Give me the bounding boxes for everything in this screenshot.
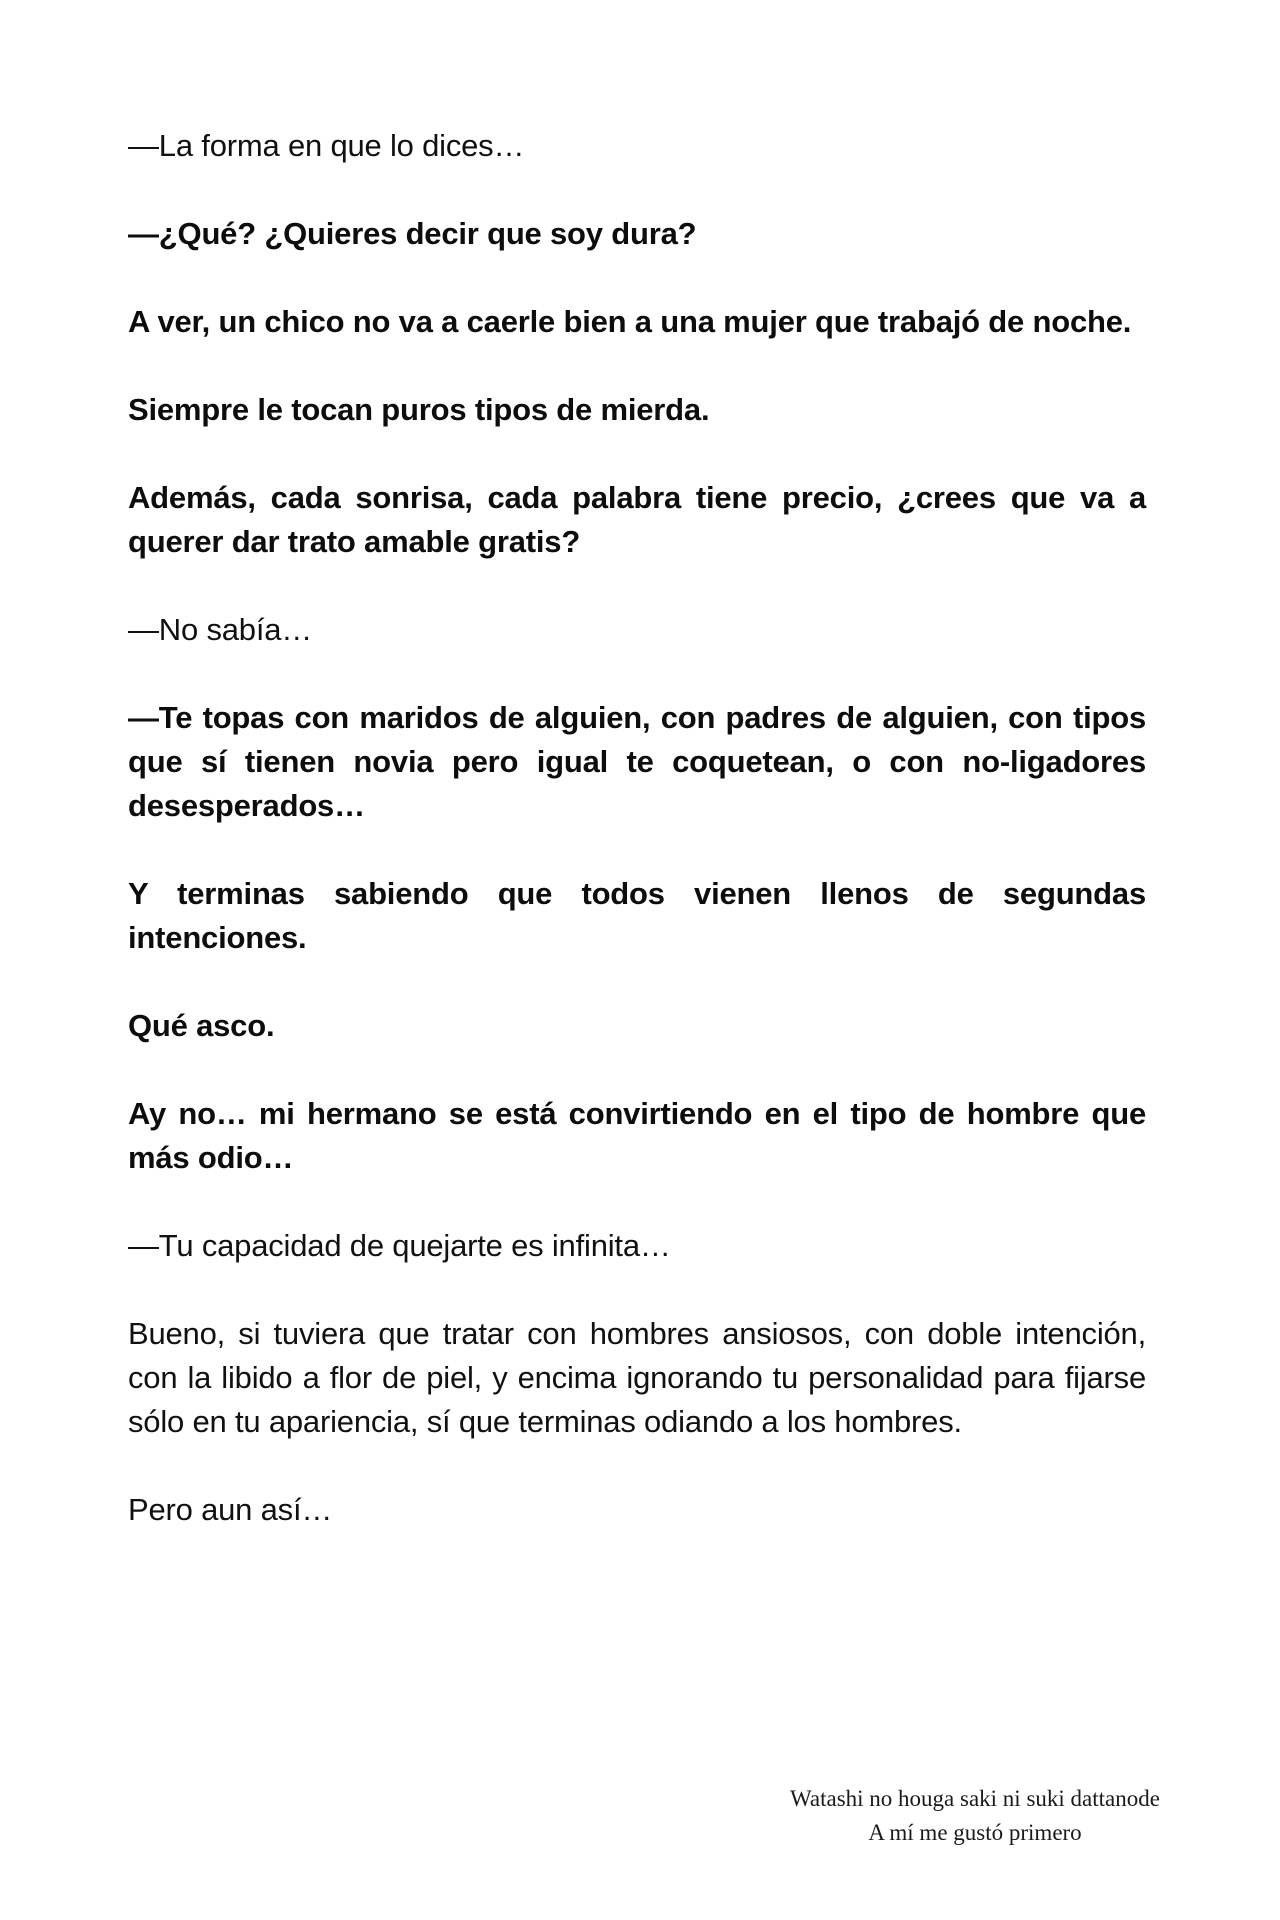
paragraph-10: Ay no… mi hermano se está convirtiendo en el tipo de hombre que más odio… [128,1096,1146,1175]
document-page [128,124,1146,1576]
paragraph-4: Siempre le tocan puros tipos de mierda. [128,392,710,427]
paragraph-12: Bueno, si tuviera que tratar con hombres ansiosos, con doble intención, con la libido a flor de piel, y encima ignorando tu personalidad para fijarse sólo en tu apariencia, sí que terminas odiando a los hombres. [128,1316,1146,1439]
paragraph-11: —Tu capacidad de quejarte es infinita… [128,1228,671,1263]
paragraph-1: —La forma en que lo dices… [128,128,525,163]
paragraph-13: Pero aun así… [128,1492,333,1527]
paragraph-3: A ver, un chico no va a caerle bien a una mujer que trabajó de noche. [128,304,1132,339]
paragraph-8: Y terminas sabiendo que todos vienen llenos de segundas intenciones. [128,876,1146,955]
paragraph-2: —¿Qué? ¿Quieres decir que soy dura? [128,216,697,251]
paragraph-9: Qué asco. [128,1008,275,1043]
paragraph-6: —No sabía… [128,612,313,647]
page-footer [740,1782,1210,1850]
footer-title-spanish: A mí me gustó primero [868,1820,1082,1845]
paragraph-5: Además, cada sonrisa, cada palabra tiene precio, ¿crees que va a querer dar trato amable gratis? [128,480,1146,559]
footer-title-romaji: Watashi no houga saki ni suki dattanode [790,1786,1160,1811]
paragraph-7: —Te topas con maridos de alguien, con padres de alguien, con tipos que sí tienen novia pero igual te coquetean, o con no-ligadores desesperados… [128,700,1146,823]
